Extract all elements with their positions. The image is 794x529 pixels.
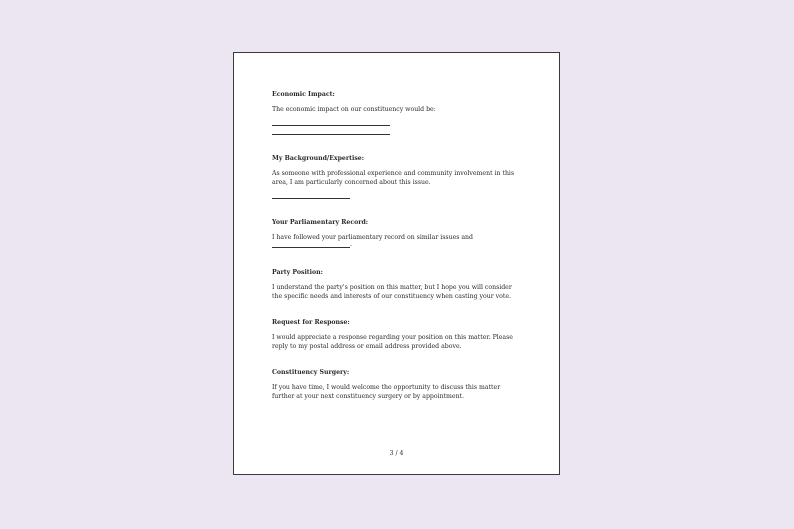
section-economic-impact xyxy=(272,91,522,115)
section-constituency-surgery xyxy=(272,369,522,401)
section-parliamentary-record xyxy=(272,219,522,243)
section-text: I understand the party's position on this matter, but I hope you will consider the specific needs and interests of our constituency when casting your vote. xyxy=(272,283,512,300)
section-heading: Party Position: xyxy=(272,269,323,276)
page-number: 3 / 4 xyxy=(389,450,404,457)
section-text: I would appreciate a response regarding your position on this matter. Please reply to my postal address or email address provided above. xyxy=(272,333,513,350)
section-heading: My Background/Expertise: xyxy=(272,155,365,162)
section-heading: Your Parliamentary Record: xyxy=(272,219,369,226)
section-text: The economic impact on our constituency would be: xyxy=(272,105,436,113)
section-heading: Constituency Surgery: xyxy=(272,369,350,376)
blank-line xyxy=(272,134,390,135)
section-text: If you have time, I would welcome the opportunity to discuss this matter further at your next constituency surgery or by appointment. xyxy=(272,383,501,400)
blank-line xyxy=(272,125,390,126)
blank-line xyxy=(272,247,350,248)
document-page xyxy=(233,52,560,475)
blank-line xyxy=(272,198,350,199)
section-heading: Request for Response: xyxy=(272,319,350,326)
section-text: As someone with professional experience and community involvement in this area, I am particularly concerned about this issue. xyxy=(272,169,515,186)
section-background xyxy=(272,155,522,187)
section-heading: Economic Impact: xyxy=(272,91,335,98)
section-text: I have followed your parliamentary record on similar issues and xyxy=(272,233,474,241)
section-request-response xyxy=(272,319,522,351)
blank-period: . xyxy=(350,241,352,248)
section-party-position xyxy=(272,269,522,301)
